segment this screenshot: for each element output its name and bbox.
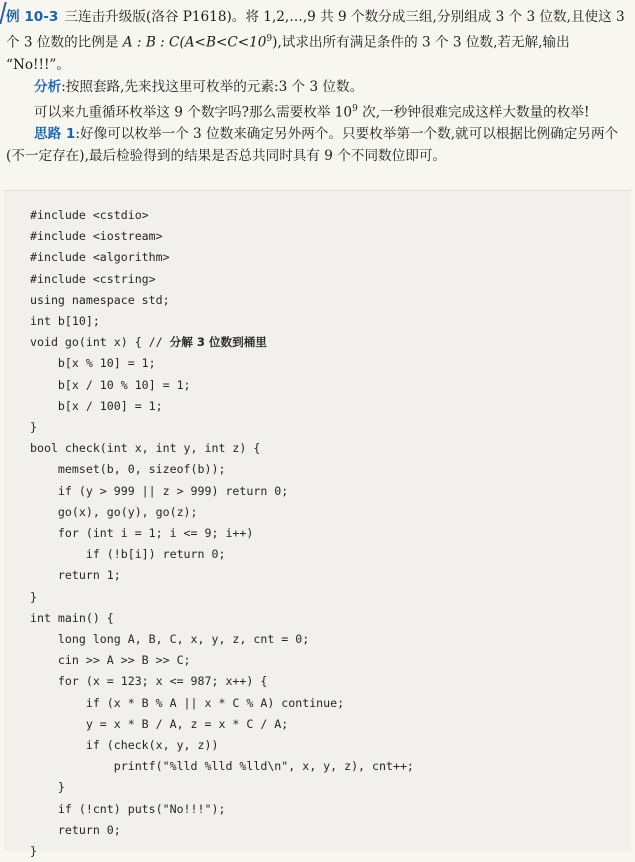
enumeration-paragraph <box>6 98 628 124</box>
code-line: } <box>30 589 37 604</box>
code-line: b[x / 100] = 1; <box>30 398 163 413</box>
idea1-paragraph <box>6 123 628 167</box>
code-line: #include <iostream> <box>30 229 163 244</box>
code-line: #include <cstdio> <box>30 208 149 222</box>
code-line: #include <cstring> <box>30 271 156 286</box>
code-line: if (check(x, y, z)) <box>30 738 219 753</box>
example-number: 例 10-3 <box>6 9 59 25</box>
analysis-text: :按照套路,先来找这里可枚举的元素:3 个 3 位数。 <box>61 78 364 95</box>
example-paragraph <box>6 6 628 76</box>
code-line: return 1; <box>30 568 121 583</box>
code-line: bool check(int x, int y, int z) { <box>30 441 261 456</box>
condition-exponent: 9 <box>266 34 273 44</box>
code-line: int main() { <box>30 610 114 625</box>
code-line: memset(b, 0, sizeof(b)); <box>30 462 226 477</box>
code-line: cin >> A >> B >> C; <box>30 653 191 668</box>
code-line: for (x = 123; x <= 987; x++) { <box>30 674 268 689</box>
code-line: b[x % 10] = 1; <box>30 356 156 371</box>
example-title: 三连击升级版(洛谷 P1618)。 <box>64 9 246 25</box>
code-block <box>4 190 631 859</box>
code-line: using namespace std; <box>30 292 170 307</box>
code-line: b[x / 10 % 10] = 1; <box>30 377 191 392</box>
code-line: return 0; <box>30 822 121 837</box>
code-line: go(x), go(y), go(z); <box>30 504 198 519</box>
analysis-label: 分析 <box>34 78 62 95</box>
para2-exponent: 9 <box>352 103 358 114</box>
ratio-formula: A : B : C <box>122 34 180 51</box>
code-comment: 分解 3 位数到桶里 <box>169 335 267 350</box>
idea1-text: :好像可以枚举一个 3 位数来确定另外两个。只要枚举第一个数,就可以根据比例确定另两个(不一定存在),最后检验得到的结果是否总共同时具有 9 个不同数位即可。 <box>6 126 619 165</box>
idea1-label: 思路 1 <box>34 126 76 143</box>
example-statement-a: 将 1,2,…,9 共 9 个数分成三组,分别组成 3 个 3 位数,且使这 3 个 3 位数的比例是 <box>6 9 625 51</box>
code-line: if (!cnt) puts("No!!!"); <box>30 801 226 816</box>
code-line: long long A, B, C, x, y, z, cnt = 0; <box>30 632 310 647</box>
code-line: if (y > 999 || z > 999) return 0; <box>30 483 289 498</box>
code-line: for (int i = 1; i <= 9; i++) <box>30 526 254 541</box>
example-statement-b: ),试求出所有满足条件的 3 个 3 位数,若无解,输出 “No!!!”。 <box>6 34 570 73</box>
code-line: } <box>30 780 65 795</box>
code-line: y = x * B / A, z = x * C / A; <box>30 716 289 731</box>
code-line: if (!b[i]) return 0; <box>30 547 226 562</box>
code-line: } <box>30 420 37 435</box>
para2-text-a: 可以来九重循环枚举这 9 个数字吗?那么需要枚举 10 <box>34 104 353 121</box>
ratio-condition: (A<B<C<10 <box>179 34 267 51</box>
problem-text <box>6 6 628 167</box>
code-line: if (x * B % A || x * C % A) continue; <box>30 695 345 710</box>
analysis-paragraph <box>6 76 628 98</box>
code-line: #include <algorithm> <box>30 250 170 265</box>
code-line: void go(int x) { // <box>30 335 170 350</box>
para2-text-b: 次,一秒钟很难完成这样大数量的枚举! <box>357 104 590 121</box>
code-line: int b[10]; <box>30 314 100 329</box>
code-line: } <box>30 844 37 859</box>
code-listing <box>30 205 414 862</box>
code-line: printf("%lld %lld %lld\n", x, y, z), cnt++; <box>30 759 414 774</box>
